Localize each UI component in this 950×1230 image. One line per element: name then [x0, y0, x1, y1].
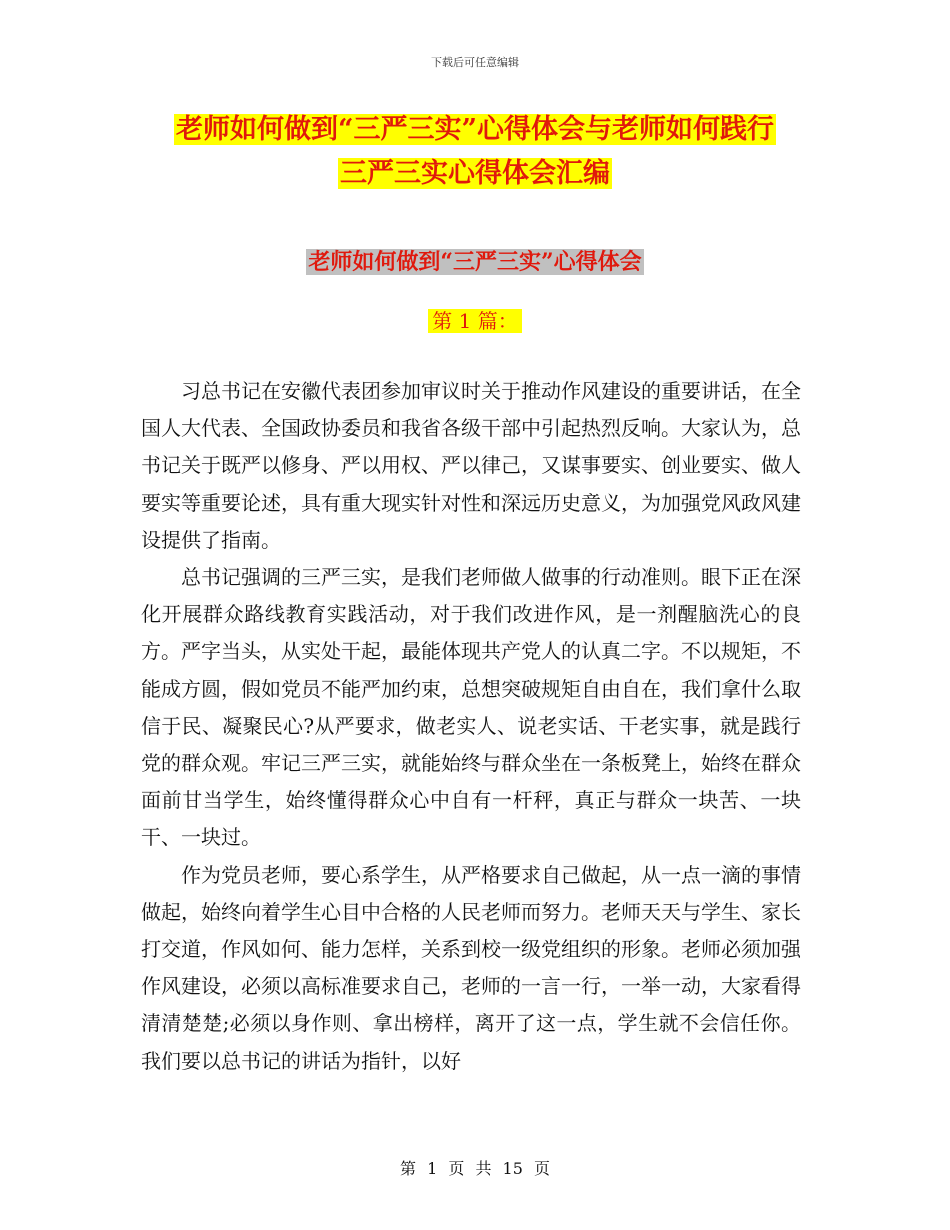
chapter-label-text: 第 1 篇： — [428, 309, 521, 333]
section-title-text: 老师如何做到“三严三实”心得体会 — [308, 249, 642, 275]
chapter-label — [0, 305, 950, 337]
page-footer: 第 1 页 共 15 页 — [400, 1159, 550, 1178]
main-title-line-1-text: 老师如何做到“三严三实”心得体会与老师如何践行 — [175, 114, 775, 145]
main-title-line-2 — [0, 154, 950, 194]
paragraph: 总书记强调的三严三实，是我们老师做人做事的行动准则。眼下正在深化开展群众路线教育实践活动，对于我们改进作风，是一剂醒脑洗心的良方。严字当头，从实处干起，最能体现共产党人的认真二字。不以规矩，不能成方圆，假如党员不能严加约束，总想突破规矩自由自在，我们拿什么取信于民、凝聚民心?从严要求，做老实人、说老实话、干老实事，就是践行党的群众观。牢记三严三实，就能始终与群众坐在一条板凳上，始终在群众面前甘当学生，始终懂得群众心中自有一杆秤，真正与群众一块苦、一块干、一块过。 — [141, 565, 801, 850]
main-title-line-2-text: 三严三实心得体会汇编 — [340, 158, 610, 189]
section-title — [0, 244, 950, 280]
header-note: 下载后可任意编辑 — [431, 56, 519, 69]
main-title-line-1 — [0, 110, 950, 150]
paragraph: 习总书记在安徽代表团参加审议时关于推动作风建设的重要讲话，在全国人大代表、全国政协委员和我省各级干部中引起热烈反响。大家认为，总书记关于既严以修身、严以用权、严以律己，又谋事要实、创业要实、做人要实等重要论述，具有重大现实针对性和深远历史意义，为加强党风政风建设提供了指南。 — [141, 379, 801, 552]
document-body — [141, 373, 801, 1080]
paragraph: 作为党员老师，要心系学生，从严格要求自己做起，从一点一滴的事情做起，始终向着学生心目中合格的人民老师而努力。老师天天与学生、家长打交道，作风如何、能力怎样，关系到校一级党组织的形象。老师必须加强作风建设，必须以高标准要求自己，老师的一言一行，一举一动，大家看得清清楚楚;必须以身作则、拿出榜样，离开了这一点，学生就不会信任你。我们要以总书记的讲话为指针，以好 — [141, 862, 801, 1073]
